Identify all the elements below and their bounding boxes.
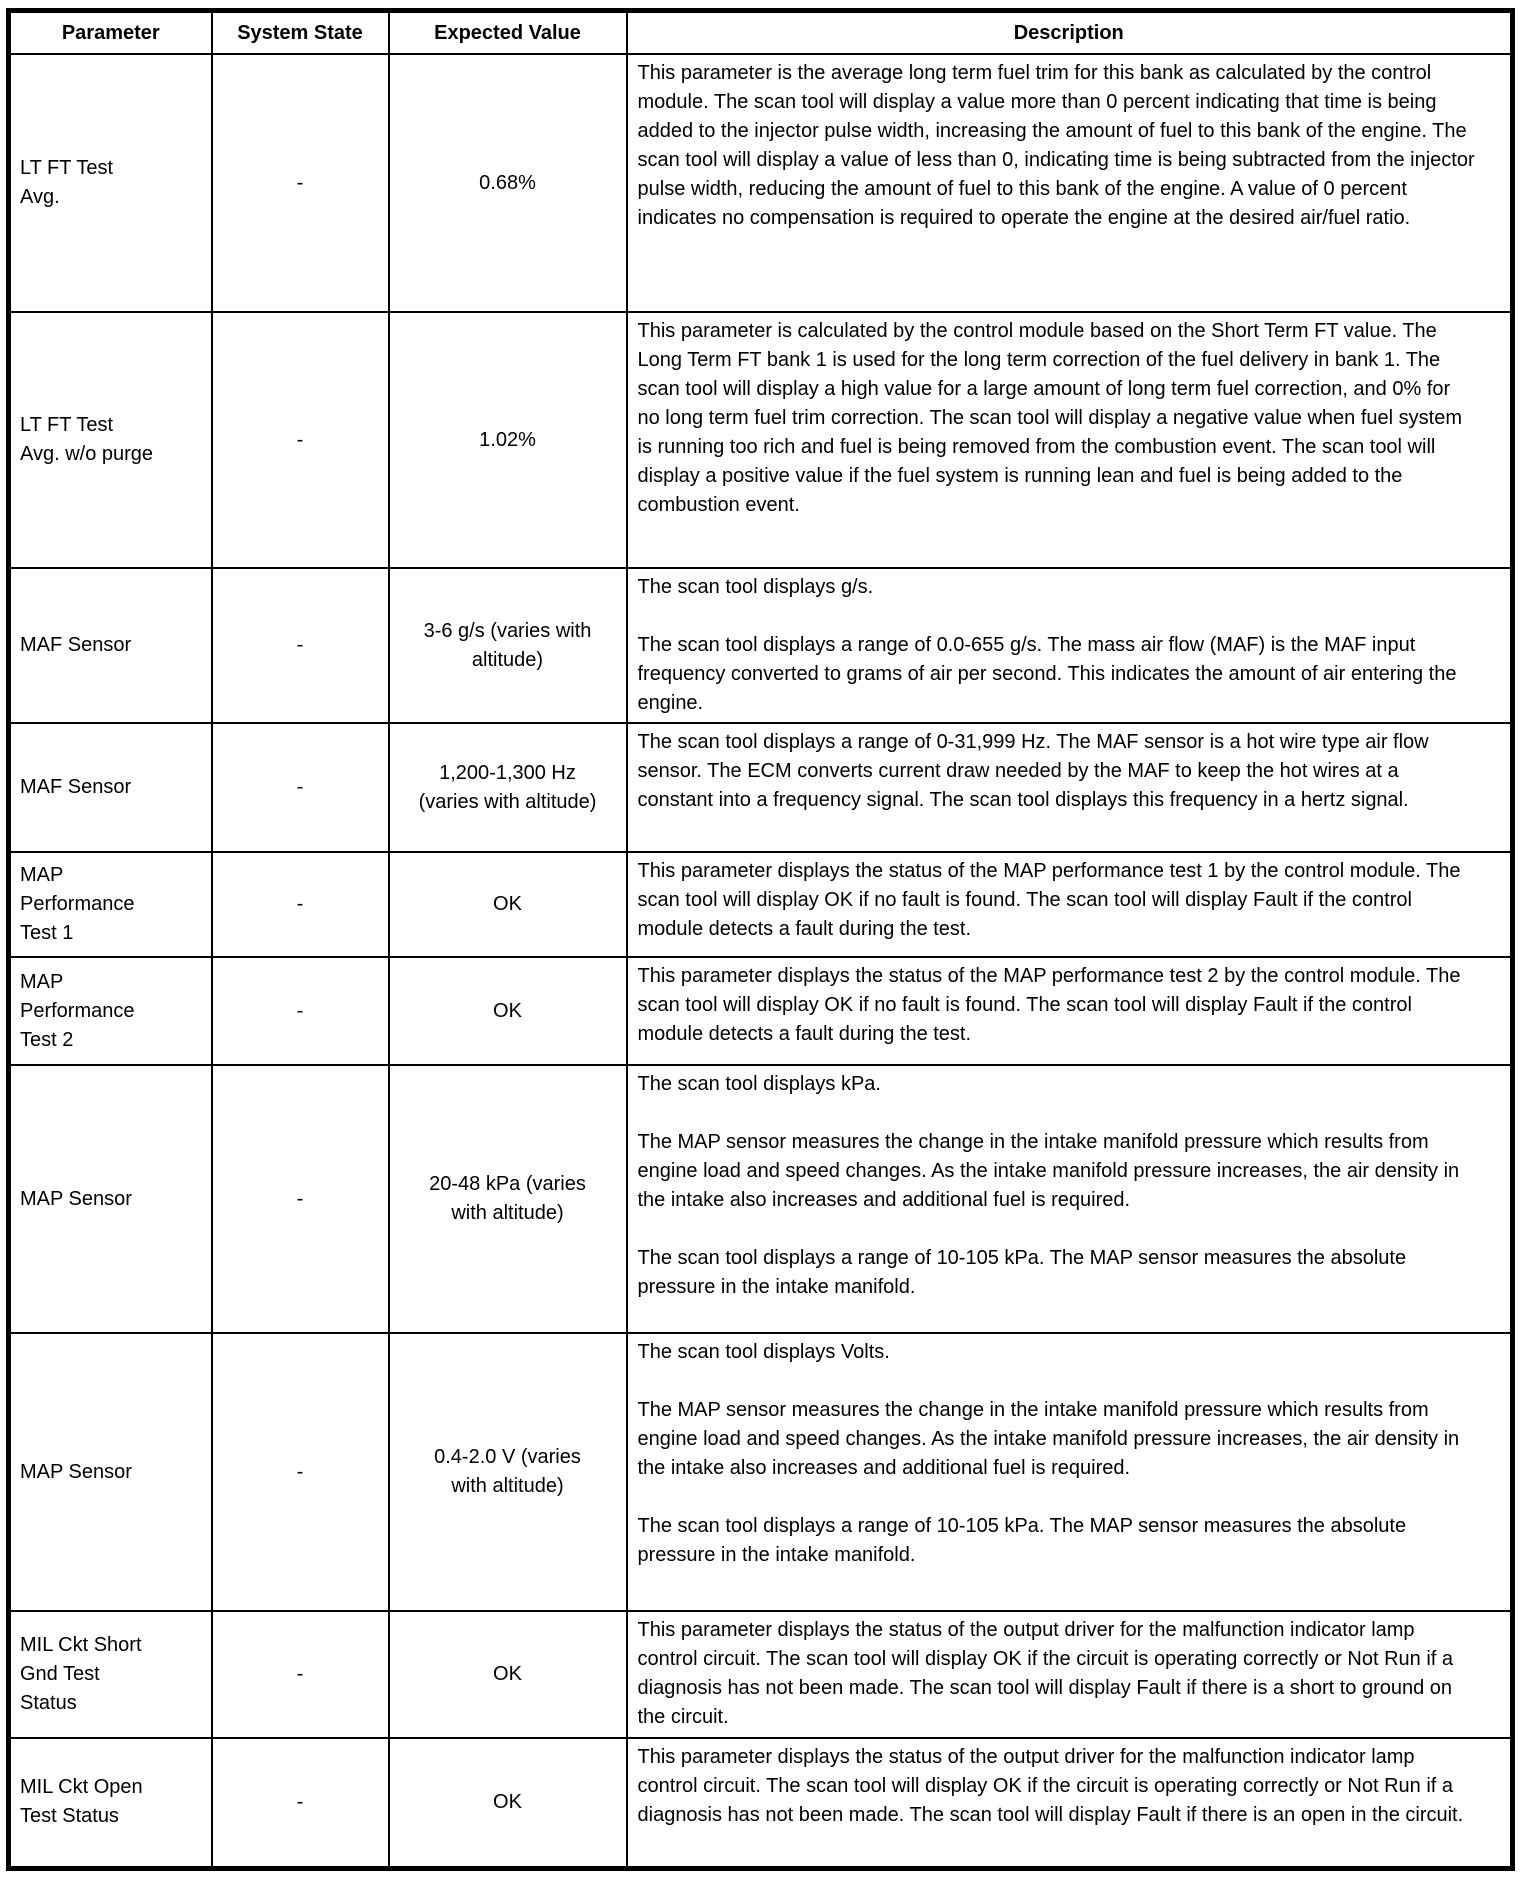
system-state-cell: - xyxy=(212,852,389,957)
parameter-cell: MAF Sensor xyxy=(9,568,212,723)
description-cell xyxy=(627,1333,1513,1611)
table-row xyxy=(9,312,1513,568)
expected-value-cell: OK xyxy=(389,957,627,1065)
description-cell xyxy=(627,957,1513,1065)
expected-value-cell: OK xyxy=(389,1738,627,1868)
parameter-cell: MAP Performance Test 2 xyxy=(9,957,212,1065)
description-paragraph: The MAP sensor measures the change in the intake manifold pressure which results from engine load and speed changes. As the intake manifold pressure increases, the air density in the intake also increases and additional fuel is required. xyxy=(637,1399,1460,1479)
parameter-cell: MAP Sensor xyxy=(9,1065,212,1333)
description-paragraph: The scan tool displays a range of 0.0-655 g/s. The mass air flow (MAF) is the MAF input frequency converted to grams of air per second. This indicates the amount of air entering the engine. xyxy=(637,634,1457,714)
system-state-cell: - xyxy=(212,1611,389,1738)
parameter-cell: MIL Ckt Short Gnd Test Status xyxy=(9,1611,212,1738)
column-header-expected-value: Expected Value xyxy=(389,11,627,55)
expected-value-cell: 0.68% xyxy=(389,54,627,312)
description-paragraph: This parameter is the average long term fuel trim for this bank as calculated by the control module. The scan tool will display a value more than 0 percent indicating that time is being added to the injector pulse width, increasing the amount of fuel to this bank of the engine. The scan tool will display a value of less than 0, indicating time is being subtracted from the injector pulse width, reducing the amount of fuel to this bank of the engine. A value of 0 percent indicates no compensation is required to operate the engine at the desired air/fuel ratio. xyxy=(637,62,1475,229)
table-row xyxy=(9,1333,1513,1611)
expected-value-cell: 20-48 kPa (varies with altitude) xyxy=(389,1065,627,1333)
header-row xyxy=(9,11,1513,55)
system-state-cell: - xyxy=(212,1738,389,1868)
table-row xyxy=(9,723,1513,852)
description-cell xyxy=(627,723,1513,852)
expected-value-cell: 0.4-2.0 V (varies with altitude) xyxy=(389,1333,627,1611)
table-row xyxy=(9,1065,1513,1333)
column-header-parameter: Parameter xyxy=(9,11,212,55)
description-cell xyxy=(627,1738,1513,1868)
description-paragraph: This parameter displays the status of the output driver for the malfunction indicator lamp control circuit. The scan tool will display OK if the circuit is operating correctly or Not Run if a diagnosis has not been made. The scan tool will display Fault if there is an open in the circuit. xyxy=(637,1746,1464,1826)
description-cell xyxy=(627,568,1513,723)
description-paragraph: The scan tool displays g/s. xyxy=(637,576,874,598)
description-paragraph: The scan tool displays kPa. xyxy=(637,1073,881,1095)
expected-value-cell: OK xyxy=(389,1611,627,1738)
column-header-description: Description xyxy=(627,11,1513,55)
description-paragraph: This parameter displays the status of the output driver for the malfunction indicator lamp control circuit. The scan tool will display OK if the circuit is operating correctly or Not Run if a diagnosis has not been made. The scan tool will display Fault if there is a short to ground on the circuit. xyxy=(637,1619,1454,1728)
system-state-cell: - xyxy=(212,312,389,568)
system-state-cell: - xyxy=(212,723,389,852)
description-cell xyxy=(627,1611,1513,1738)
description-paragraph: This parameter displays the status of the MAP performance test 2 by the control module. The scan tool will display OK if no fault is found. The scan tool will display Fault if the control module detects a fault during the test. xyxy=(637,965,1461,1045)
description-paragraph: This parameter is calculated by the control module based on the Short Term FT value. The Long Term FT bank 1 is used for the long term correction of the fuel delivery in bank 1. The scan tool will display a high value for a large amount of long term fuel correction, and 0% for no long term fuel trim correction. The scan tool will display a negative value when fuel system is running too rich and fuel is being removed from the combustion event. The scan tool will display a positive value if the fuel system is running lean and fuel is being added to the combustion event. xyxy=(637,320,1462,516)
table-row xyxy=(9,568,1513,723)
system-state-cell: - xyxy=(212,568,389,723)
parameter-cell: MIL Ckt Open Test Status xyxy=(9,1738,212,1868)
parameter-cell: MAP Sensor xyxy=(9,1333,212,1611)
system-state-cell: - xyxy=(212,54,389,312)
table-row xyxy=(9,1738,1513,1868)
expected-value-cell: 3-6 g/s (varies with altitude) xyxy=(389,568,627,723)
description-cell xyxy=(627,54,1513,312)
description-paragraph: This parameter displays the status of the MAP performance test 1 by the control module. The scan tool will display OK if no fault is found. The scan tool will display Fault if the control module detects a fault during the test. xyxy=(637,860,1461,940)
parameter-cell: MAP Performance Test 1 xyxy=(9,852,212,957)
parameter-cell: LT FT Test Avg. xyxy=(9,54,212,312)
expected-value-cell: 1,200-1,300 Hz (varies with altitude) xyxy=(389,723,627,852)
system-state-cell: - xyxy=(212,957,389,1065)
column-header-system-state: System State xyxy=(212,11,389,55)
description-cell xyxy=(627,1065,1513,1333)
description-paragraph: The MAP sensor measures the change in the intake manifold pressure which results from engine load and speed changes. As the intake manifold pressure increases, the air density in the intake also increases and additional fuel is required. xyxy=(637,1131,1460,1211)
parameter-cell: LT FT Test Avg. w/o purge xyxy=(9,312,212,568)
expected-value-cell: OK xyxy=(389,852,627,957)
system-state-cell: - xyxy=(212,1065,389,1333)
expected-value-cell: 1.02% xyxy=(389,312,627,568)
parameter-table xyxy=(6,8,1515,1871)
description-cell xyxy=(627,852,1513,957)
system-state-cell: - xyxy=(212,1333,389,1611)
table-row xyxy=(9,852,1513,957)
description-paragraph: The scan tool displays Volts. xyxy=(637,1341,890,1363)
description-paragraph: The scan tool displays a range of 0-31,999 Hz. The MAF sensor is a hot wire type air flow sensor. The ECM converts current draw needed by the MAF to keep the hot wires at a constant into a frequency signal. The scan tool displays this frequency in a hertz signal. xyxy=(637,731,1429,811)
description-paragraph: The scan tool displays a range of 10-105 kPa. The MAP sensor measures the absolute pressure in the intake manifold. xyxy=(637,1515,1407,1566)
table-row xyxy=(9,957,1513,1065)
description-paragraph: The scan tool displays a range of 10-105 kPa. The MAP sensor measures the absolute pressure in the intake manifold. xyxy=(637,1247,1407,1298)
description-cell xyxy=(627,312,1513,568)
parameter-cell: MAF Sensor xyxy=(9,723,212,852)
table-body xyxy=(9,54,1513,1868)
table-row xyxy=(9,1611,1513,1738)
table-header xyxy=(9,11,1513,55)
table-row xyxy=(9,54,1513,312)
